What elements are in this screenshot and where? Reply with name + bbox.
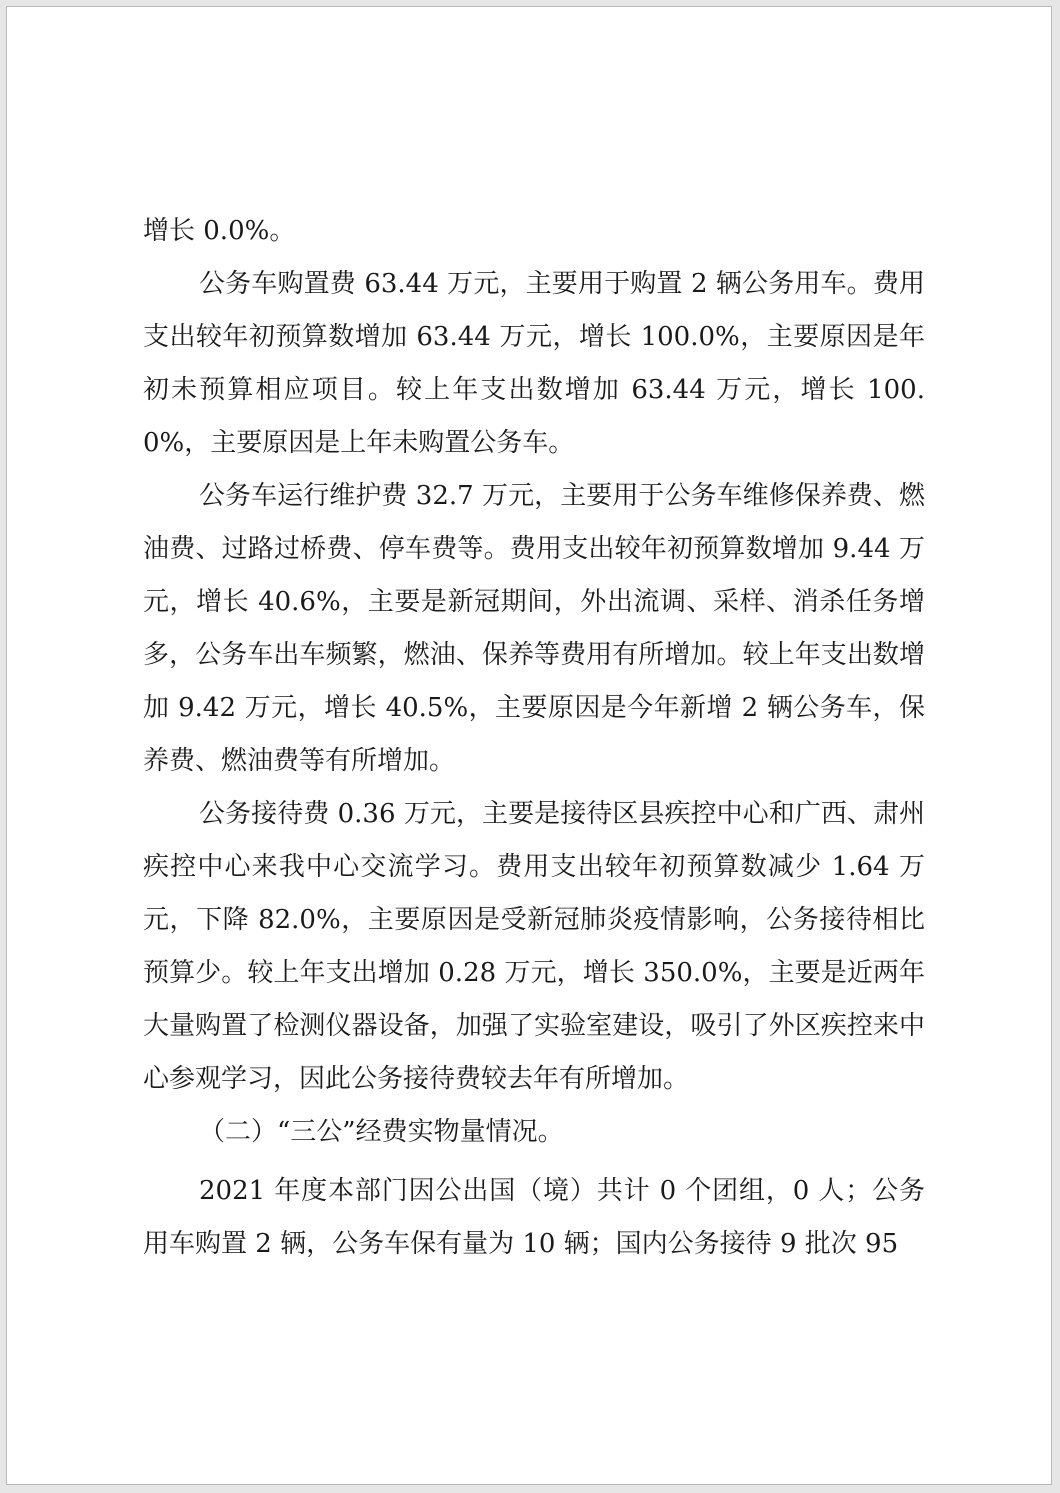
paragraph-reception-expense: 公务接待费 0.36 万元，主要是接待区县疾控中心和广西、肃州疾控中心来我中心交流学习。费用支出较年初预算数减少 1.64 万元，下降 82.0%，主要原因是受新冠肺炎疫情影响，公务接待相比预算少。较上年支出增加 0.28 万元，增长 350.0%，主要是近两年大量购置了检测仪器设备，加强了实验室建设，吸引了外区疾控来中心参观学习，因此公务接待费较去年有所增加。: [143, 799, 925, 1094]
paragraph-vehicle-maintenance: 公务车运行维护费 32.7 万元，主要用于公务车维修保养费、燃油费、过路过桥费、停车费等。费用支出较年初预算数增加 9.44 万元，增长 40.6%，主要是新冠期间，外出流调、采样、消杀任务增多，公务车出车频繁，燃油、保养等费用有所增加。较上年支出数增加 9.42 万元，增长 40.5%，主要原因是今年新增 2 辆公务车，保养费、燃油费等有所增加。: [143, 481, 925, 776]
document-body: [143, 205, 925, 1271]
paragraph-physical-quantities: 2021 年度本部门因公出国（境）共计 0 个团组，0 人；公务用车购置 2 辆，公务车保有量为 10 辆；国内公务接待 9 批次 95: [143, 1176, 925, 1259]
paragraph-vehicle-purchase: 公务车购置费 63.44 万元，主要用于购置 2 辆公务用车。费用支出较年初预算数增加 63.44 万元，增长 100.0%，主要原因是年初未预算相应项目。较上年支出数增加 63.44 万元，增长 100.0%，主要原因是上年未购置公务车。: [143, 269, 925, 458]
document-page: [6, 6, 1052, 1485]
section-heading: （二）“三公”经费实物量情况。: [199, 1117, 564, 1147]
paragraph-continuation: 增长 0.0%。: [143, 216, 296, 246]
